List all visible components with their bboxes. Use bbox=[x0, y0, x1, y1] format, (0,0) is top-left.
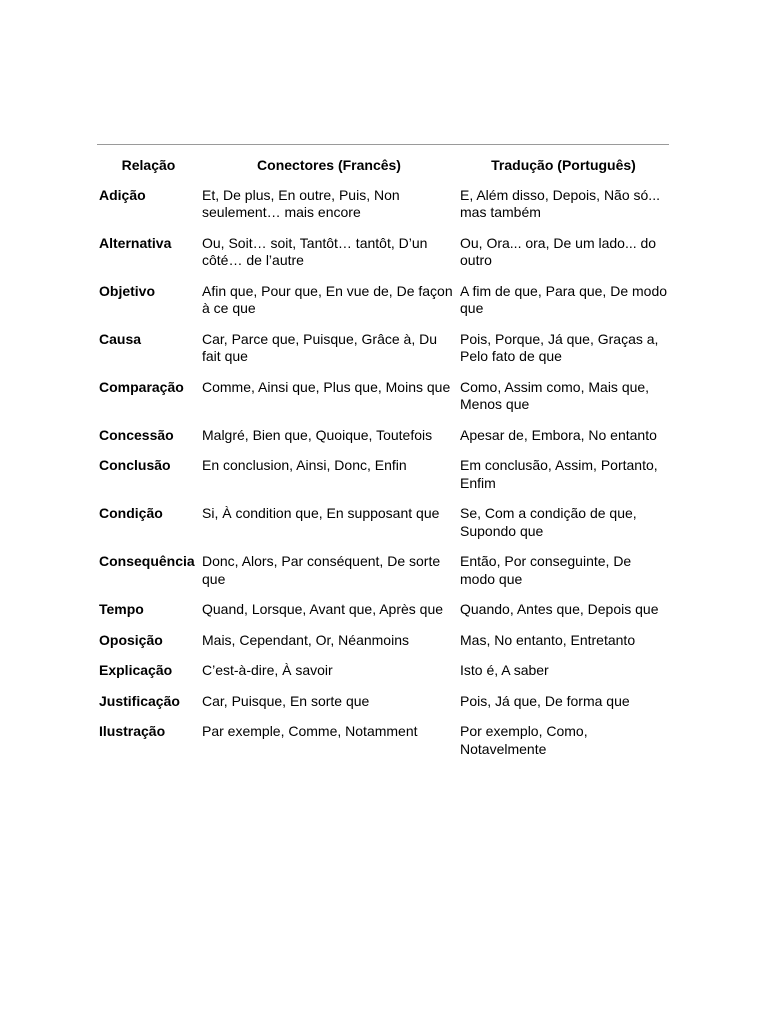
portuguese-cell: Ou, Ora... ora, De um lado... do outro bbox=[460, 234, 657, 268]
portuguese-cell: Pois, Porque, Já que, Graças a, Pelo fato de que bbox=[460, 330, 659, 364]
portuguese-cell: Então, Por conseguinte, De modo que bbox=[460, 553, 632, 587]
relation-cell: Concessão bbox=[99, 426, 174, 443]
french-cell: Car, Puisque, En sorte que bbox=[202, 692, 370, 709]
table-row bbox=[97, 450, 669, 498]
french-cell: Mais, Cependant, Or, Néanmoins bbox=[202, 631, 409, 648]
relation-cell: Explicação bbox=[99, 662, 173, 678]
portuguese-cell: A fim de que, Para que, De modo que bbox=[460, 282, 668, 316]
table-row bbox=[97, 546, 669, 594]
table-row bbox=[97, 716, 669, 764]
relation-cell: Alternativa bbox=[99, 234, 172, 251]
relation-cell: Adição bbox=[99, 186, 146, 203]
relation-cell: Tempo bbox=[99, 601, 144, 617]
french-cell: Donc, Alors, Par conséquent, De sorte que bbox=[202, 553, 441, 587]
french-cell: Malgré, Bien que, Quoique, Toutefois bbox=[202, 426, 433, 443]
header-portugues: Tradução (Português) bbox=[491, 157, 636, 173]
portuguese-cell: Por exemplo, Como, Notavelmente bbox=[460, 723, 588, 757]
relation-cell: Conclusão bbox=[99, 457, 171, 473]
portuguese-cell: Como, Assim como, Mais que, Menos que bbox=[460, 378, 650, 412]
connectors-table bbox=[97, 145, 669, 764]
portuguese-cell: Isto é, A saber bbox=[460, 662, 549, 678]
table-row bbox=[97, 420, 669, 451]
table-body bbox=[97, 180, 669, 765]
french-cell: Car, Parce que, Puisque, Grâce à, Du fait que bbox=[202, 330, 438, 364]
french-cell: Quand, Lorsque, Avant que, Après que bbox=[202, 601, 444, 617]
table-row bbox=[97, 276, 669, 324]
table-row bbox=[97, 324, 669, 372]
table-row bbox=[97, 625, 669, 656]
portuguese-cell: Se, Com a condição de que, Supondo que bbox=[460, 505, 637, 539]
table-row bbox=[97, 228, 669, 276]
french-cell: Par exemple, Comme, Notamment bbox=[202, 723, 418, 739]
portuguese-cell: Mas, No entanto, Entretanto bbox=[460, 631, 636, 648]
table-row bbox=[97, 686, 669, 717]
french-cell: Comme, Ainsi que, Plus que, Moins que bbox=[202, 378, 451, 395]
portuguese-cell: Pois, Já que, De forma que bbox=[460, 692, 630, 709]
french-cell: En conclusion, Ainsi, Donc, Enfin bbox=[202, 457, 407, 473]
table-row bbox=[97, 594, 669, 625]
portuguese-cell: Em conclusão, Assim, Portanto, Enfim bbox=[460, 457, 658, 491]
relation-cell: Objetivo bbox=[99, 282, 156, 299]
portuguese-cell: E, Além disso, Depois, Não só... mas também bbox=[460, 186, 660, 220]
relation-cell: Oposição bbox=[99, 631, 163, 648]
relation-cell: Comparação bbox=[99, 378, 184, 395]
relation-cell: Causa bbox=[99, 330, 142, 347]
table-header-row bbox=[97, 145, 669, 180]
portuguese-cell: Quando, Antes que, Depois que bbox=[460, 601, 659, 617]
table-row bbox=[97, 372, 669, 420]
french-cell: Ou, Soit… soit, Tantôt… tantôt, D’un côté… de l’autre bbox=[202, 234, 428, 268]
relation-cell: Justificação bbox=[99, 692, 180, 709]
header-relacao: Relação bbox=[121, 157, 176, 173]
french-cell: Et, De plus, En outre, Puis, Non seulement… mais encore bbox=[202, 186, 400, 220]
french-cell: Afin que, Pour que, En vue de, De façon à ce que bbox=[202, 282, 453, 316]
table-row bbox=[97, 498, 669, 546]
document-page bbox=[97, 144, 669, 764]
french-cell: C’est-à-dire, À savoir bbox=[202, 662, 333, 678]
header-frances: Conectores (Francês) bbox=[257, 157, 401, 173]
french-cell: Si, À condition que, En supposant que bbox=[202, 505, 440, 521]
portuguese-cell: Apesar de, Embora, No entanto bbox=[460, 426, 657, 443]
table-row bbox=[97, 180, 669, 228]
table-row bbox=[97, 655, 669, 686]
relation-cell: Consequência bbox=[99, 553, 195, 569]
relation-cell: Ilustração bbox=[99, 723, 166, 739]
relation-cell: Condição bbox=[99, 505, 163, 521]
